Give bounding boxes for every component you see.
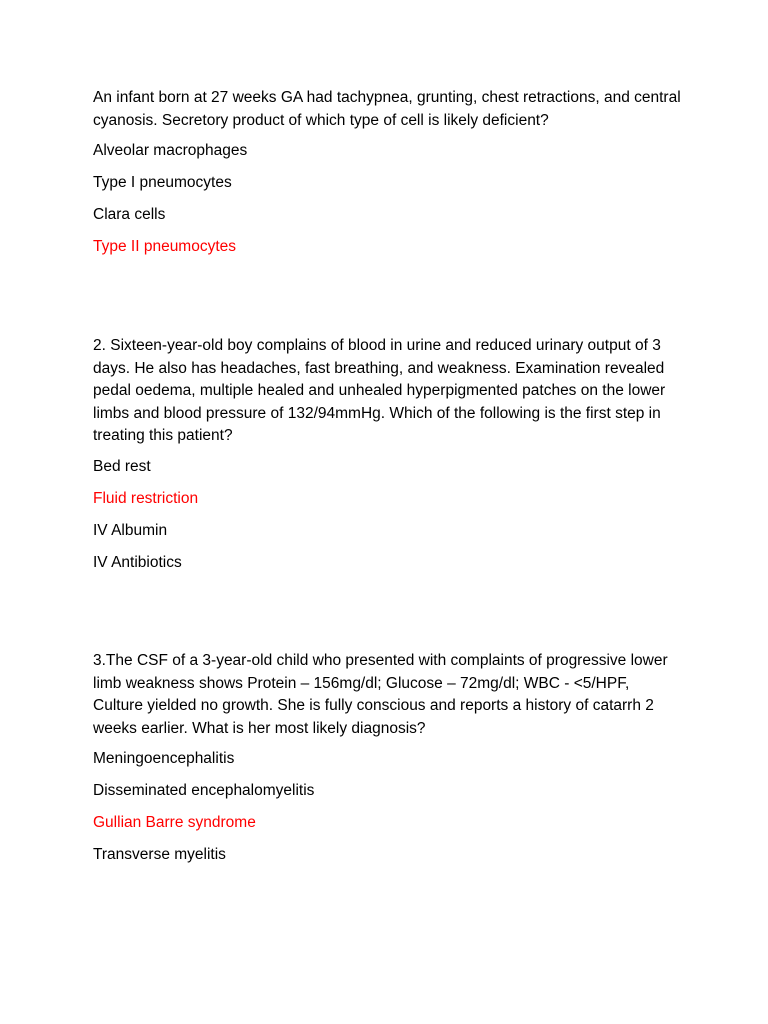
question-3-option-b: Disseminated encephalomyelitis [93, 782, 315, 799]
question-1-option-d-correct: Type II pneumocytes [93, 238, 237, 255]
question-3 [93, 650, 683, 876]
question-3-text: 3.The CSF of a 3-year-old child who presented with complaints of progressive lower limb weakness shows Protein – 156mg/dl; Glucose – 72mg/dl; WBC - <5/HPF, Culture yielded no growth. She is fully conscious and reports a history of catarrh 2 weeks earlier. What is her most likely diagnosis? [93, 652, 668, 737]
question-2-option-d: IV Antibiotics [93, 553, 182, 571]
question-1-option-a: Alveolar macrophages [93, 142, 248, 159]
question-2-option-c: IV Albumin [93, 521, 168, 539]
question-2-option-a: Bed rest [93, 457, 151, 475]
question-2 [93, 335, 683, 584]
question-3-option-a: Meningoencephalitis [93, 750, 235, 767]
question-3-option-d: Transverse myelitis [93, 846, 226, 863]
question-3-option-c-correct: Gullian Barre syndrome [93, 814, 256, 831]
question-1-option-b: Type I pneumocytes [93, 174, 232, 191]
question-1 [93, 87, 683, 268]
question-2-text: 2. Sixteen-year-old boy complains of blood in urine and reduced urinary output of 3 days. He also has headaches, fast breathing, and weakness. Examination revealed pedal oedema, multiple healed and unhealed hyperpigmented patches on the lower limbs and blood pressure of 132/94mmHg. Which of the following is the first step in treating this patient? [93, 337, 666, 444]
question-2-option-b-correct: Fluid restriction [93, 489, 199, 507]
question-1-option-c: Clara cells [93, 206, 166, 223]
question-1-text: An infant born at 27 weeks GA had tachypnea, grunting, chest retractions, and central cyanosis. Secretory product of which type of cell is likely deficient? [93, 89, 681, 129]
